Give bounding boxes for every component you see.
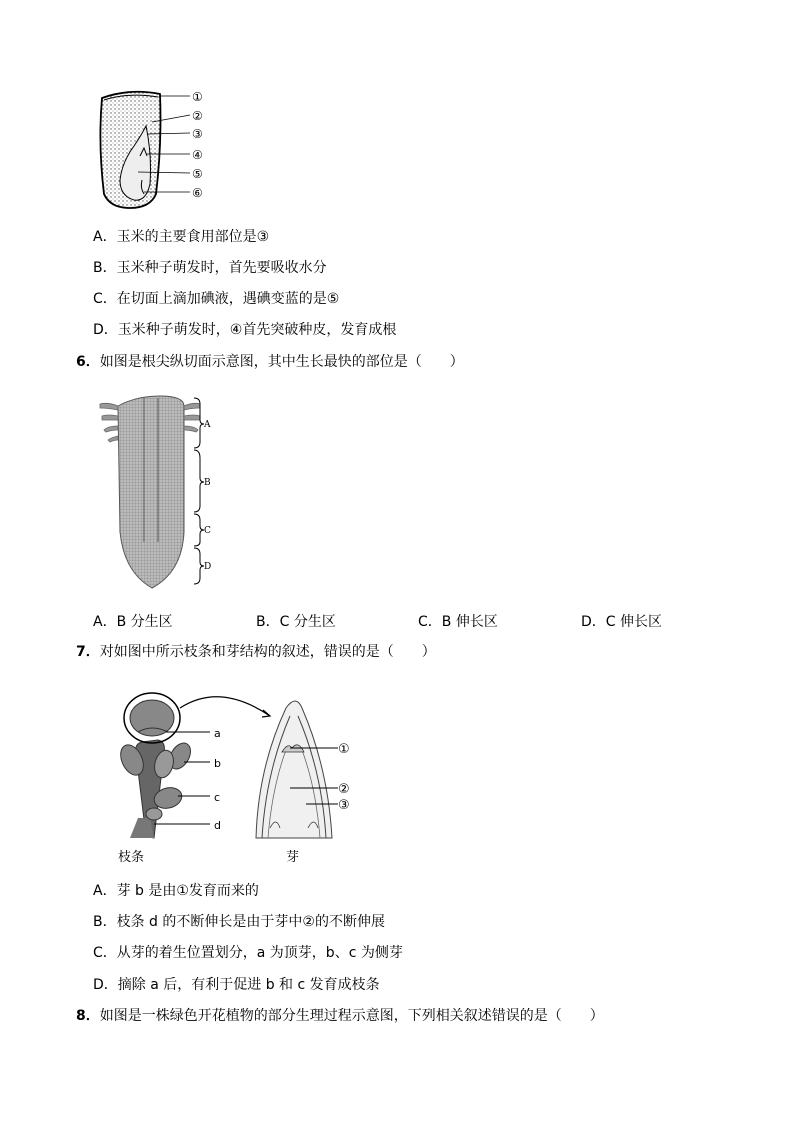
corn-seed-diagram (90, 84, 220, 214)
root-label-b: B (204, 478, 211, 488)
caption-bud: 芽 (286, 850, 300, 865)
caption-branch: 枝条 (118, 850, 145, 865)
q7-stem-text: 对如图中所示枝条和芽结构的叙述，错误的是（ ） (99, 644, 436, 660)
corn-seed-figure (90, 84, 220, 214)
root-label-d: D (204, 562, 212, 572)
q7-option-d[interactable]: D．摘除 a 后，有利于促进 b 和 c 发育成枝条 (93, 977, 380, 993)
root-label-c: C (204, 526, 211, 536)
q6-option-d[interactable]: D．C 伸长区 (581, 614, 663, 630)
q6-stem (76, 353, 464, 371)
q5-option-c[interactable]: C．在切面上滴加碘液，遇碘变蓝的是⑤ (93, 291, 340, 307)
seed-label-4: ④ (192, 148, 203, 162)
seed-label-1: ① (192, 90, 203, 104)
seed-label-3: ③ (192, 127, 203, 141)
branch-label-c: c (214, 791, 221, 804)
bud-label-3: ③ (338, 798, 350, 813)
seed-label-5: ⑤ (192, 167, 203, 181)
q7-option-c[interactable]: C．从芽的着生位置划分，a 为顶芽，b、c 为侧芽 (93, 945, 403, 961)
branch-label-b: b (214, 757, 221, 770)
q7-stem (76, 643, 436, 661)
q6-option-c[interactable]: C．B 伸长区 (418, 614, 498, 630)
branch-bud-diagram (110, 688, 370, 868)
q5-option-b[interactable]: B．玉米种子萌发时，首先要吸收水分 (93, 260, 327, 276)
seed-label-2: ② (192, 109, 203, 123)
q7-number: 7． (76, 644, 100, 660)
q6-stem-text: 如图是根尖纵切面示意图，其中生长最快的部位是（ ） (99, 354, 464, 370)
q7-option-b[interactable]: B．枝条 d 的不断伸长是由于芽中②的不断伸展 (93, 914, 385, 930)
branch-label-a: a (214, 727, 221, 740)
seed-label-6: ⑥ (192, 186, 203, 200)
branch-bud-figure (110, 688, 370, 868)
branch-label-d: d (214, 819, 221, 832)
q8-stem (76, 1007, 604, 1025)
q8-stem-text: 如图是一株绿色开花植物的部分生理过程示意图，下列相关叙述错误的是（ ） (99, 1008, 604, 1024)
q6-option-a[interactable]: A．B 分生区 (93, 614, 173, 630)
q6-option-b[interactable]: B．C 分生区 (256, 614, 336, 630)
q5-option-a[interactable]: A．玉米的主要食用部位是③ (93, 229, 270, 245)
q5-option-d[interactable]: D．玉米种子萌发时，④首先突破种皮，发育成根 (93, 322, 397, 338)
q6-number: 6． (76, 354, 100, 370)
root-tip-figure (96, 392, 226, 597)
q8-number: 8． (76, 1008, 100, 1024)
root-label-a: A (204, 420, 211, 430)
q7-option-a[interactable]: A．芽 b 是由①发育而来的 (93, 883, 259, 899)
bud-label-2: ② (338, 782, 350, 797)
bud-label-1: ① (338, 742, 350, 757)
root-tip-diagram (96, 392, 226, 597)
